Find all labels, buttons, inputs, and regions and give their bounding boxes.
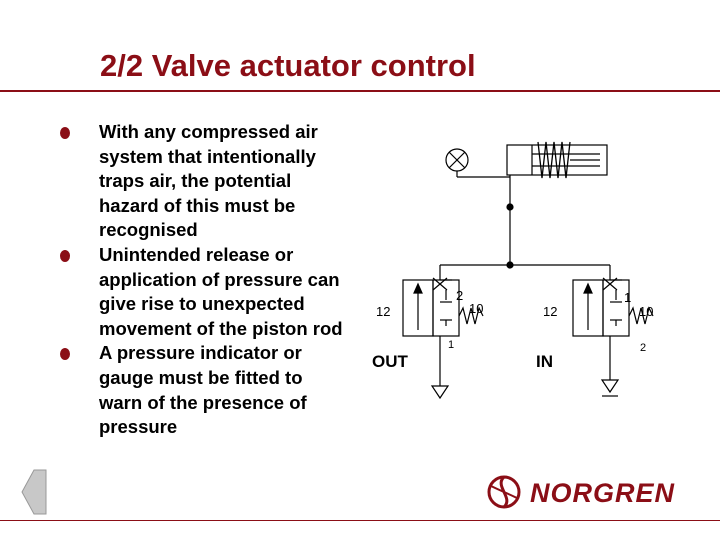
pressure-indicator-icon — [446, 149, 468, 171]
left-port-bottom: 1 — [448, 339, 455, 351]
bullet-text: With any compressed air system that intentionally traps air, the potential hazard of this must be recognised — [99, 121, 318, 241]
right-pilot-label: 12 — [543, 304, 558, 319]
right-spring-label: 10 — [639, 304, 654, 319]
bullet-dot-icon — [60, 250, 70, 262]
back-arrow-icon[interactable] — [20, 468, 48, 516]
slide-title: 2/2 Valve actuator control — [100, 48, 476, 83]
bullet-dot-icon — [60, 348, 70, 360]
footer-divider — [0, 520, 720, 521]
title-divider — [0, 90, 720, 92]
bullet-text: Unintended release or application of pressure can give rise to unexpected movement of the piston rod — [99, 243, 343, 339]
bullet-dot-icon — [60, 127, 70, 139]
left-port-top: 2 — [456, 288, 464, 303]
bullet-item — [60, 120, 350, 243]
bullet-item — [60, 243, 350, 341]
bullet-item — [60, 341, 350, 439]
left-valve — [403, 265, 483, 398]
out-label: OUT — [372, 352, 408, 371]
right-port-bottom: 2 — [640, 342, 647, 354]
left-spring-label: 10 — [469, 301, 484, 316]
actuator-cylinder — [507, 142, 607, 178]
right-valve — [573, 265, 653, 396]
norgren-globe-icon — [484, 472, 524, 512]
junction-dot — [507, 204, 513, 210]
bullet-list — [60, 120, 350, 440]
in-label: IN — [536, 352, 553, 371]
left-pilot-label: 12 — [376, 304, 391, 319]
right-port-top: 1 — [624, 290, 632, 305]
bullet-text: A pressure indicator or gauge must be fitted to warn of the presence of pressure — [99, 342, 307, 438]
brand-logo-text: NORGREN — [530, 478, 676, 508]
valve-circuit-diagram — [360, 130, 700, 410]
